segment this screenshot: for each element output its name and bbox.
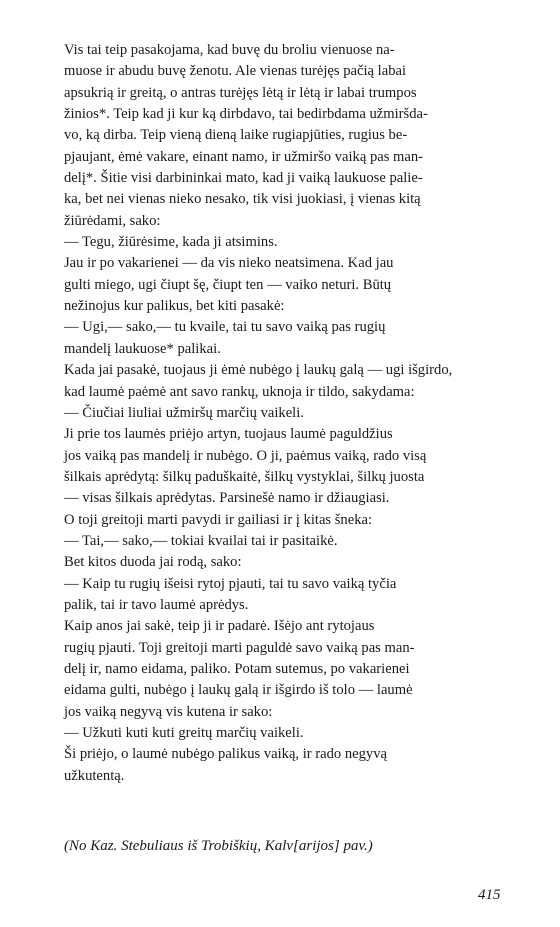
text-line: — visas šilkais aprėdytas. Parsinešė namo ir džiaugiasi. — [64, 490, 390, 507]
text-line: užkutentą. — [64, 767, 125, 784]
text-line: muose ir abudu buvę ženotu. Ale vienas turėjęs pačią labai — [64, 63, 407, 80]
text-line: — Tegu, žiūrėsime, kada ji atsimins. — [64, 234, 278, 251]
text-line: kad laumė paėmė ant savo rankų, uknoja ir tildo, sakydama: — [64, 383, 415, 400]
text-line: apsukrią ir greitą, o antras turėjęs lėtą ir lėtą ir labai trumpos — [64, 84, 417, 101]
text-line: nežinojus kur palikus, bet kiti pasakė: — [64, 298, 285, 315]
story-text — [64, 40, 520, 787]
text-line: O toji greitoji marti pavydi ir gailiasi ir į kitas šneka: — [64, 511, 373, 528]
text-line: jos vaiką pas mandelį ir nubėgo. O ji, paėmus vaiką, rado visą — [64, 447, 427, 464]
text-line: jos vaiką negyvą vis kutena ir sako: — [64, 703, 273, 720]
text-line: rugių pjauti. Toji greitoji marti paguldė savo vaiką pas man- — [64, 639, 415, 656]
text-line: Vis tai teip pasakojama, kad buvę du broliu vienuose na- — [64, 42, 395, 58]
text-line: — Čiučiai liuliai užmiršų marčių vaikeli. — [64, 404, 304, 421]
text-line: gulti miego, ugi čiupt šę, čiupt ten — vaiko neturi. Būtų — [64, 276, 392, 293]
text-line: Jau ir po vakarienei — da vis nieko neatsimena. Kad jau — [64, 255, 394, 272]
text-line: Kaip anos jai sakė, teip ji ir padarė. Išėjo ant rytojaus — [64, 618, 375, 635]
text-line: Ji prie tos laumės priėjo artyn, tuojaus laumė paguldžius — [64, 426, 393, 443]
text-line: Kada jai pasakė, tuojaus ji ėmė nubėgo į laukų galą — ugi išgirdo, — [64, 362, 453, 379]
text-line: — Ugi,— sako,— tu kvaile, tai tu savo vaiką pas rugių — [64, 319, 386, 336]
text-line: pjaujant, ėmė vakare, einant namo, ir užmiršo vaiką pas man- — [64, 148, 424, 165]
text-line: mandelį laukuose* palikai. — [64, 340, 221, 357]
source-attribution: (No Kaz. Stebuliaus iš Trobiškių, Kalv[arijos] pav.) — [64, 838, 373, 854]
text-line: ka, bet nei vienas nieko nesako, tik visi juokiasi, į vienas kitą — [64, 191, 421, 208]
text-line: — Tai,— sako,— tokiai kvailai tai ir pasitaikė. — [64, 532, 338, 549]
text-line: palik, tai ir tavo laumė aprėdys. — [64, 596, 249, 613]
text-line: eidama gulti, nubėgo į laukų galą ir išgirdo iš tolo — laumė — [64, 682, 413, 699]
text-line: žiūrėdami, sako: — [64, 212, 161, 229]
text-line: Bet kitos duoda jai rodą, sako: — [64, 554, 242, 571]
text-line: — Kaip tu rugių išeisi rytoj pjauti, tai tu savo vaiką tyčia — [64, 575, 397, 592]
text-line: vo, ką dirba. Teip vieną dieną laike rugiapjūties, rugius be- — [64, 127, 408, 144]
text-line: delį ir, namo eidama, paliko. Potam sutemus, po vakarienei — [64, 660, 410, 677]
text-line: šilkais aprėdytą: šilkų paduškaitė, šilkų vystyklai, šilkų juosta — [64, 468, 425, 485]
text-line: — Užkuti kuti kuti greitų marčių vaikeli. — [64, 725, 304, 741]
page-number: 415 — [478, 887, 501, 903]
text-line: delį*. Šitie visi darbininkai mato, kad ji vaiką laukuose palie- — [64, 170, 423, 187]
text-line: žinios*. Teip kad ji kur ką dirbdavo, tai bedirbdama užmiršda- — [64, 106, 428, 123]
text-line: Ši priėjo, o laumė nubėgo palikus vaiką, ir rado negyvą — [64, 746, 388, 763]
